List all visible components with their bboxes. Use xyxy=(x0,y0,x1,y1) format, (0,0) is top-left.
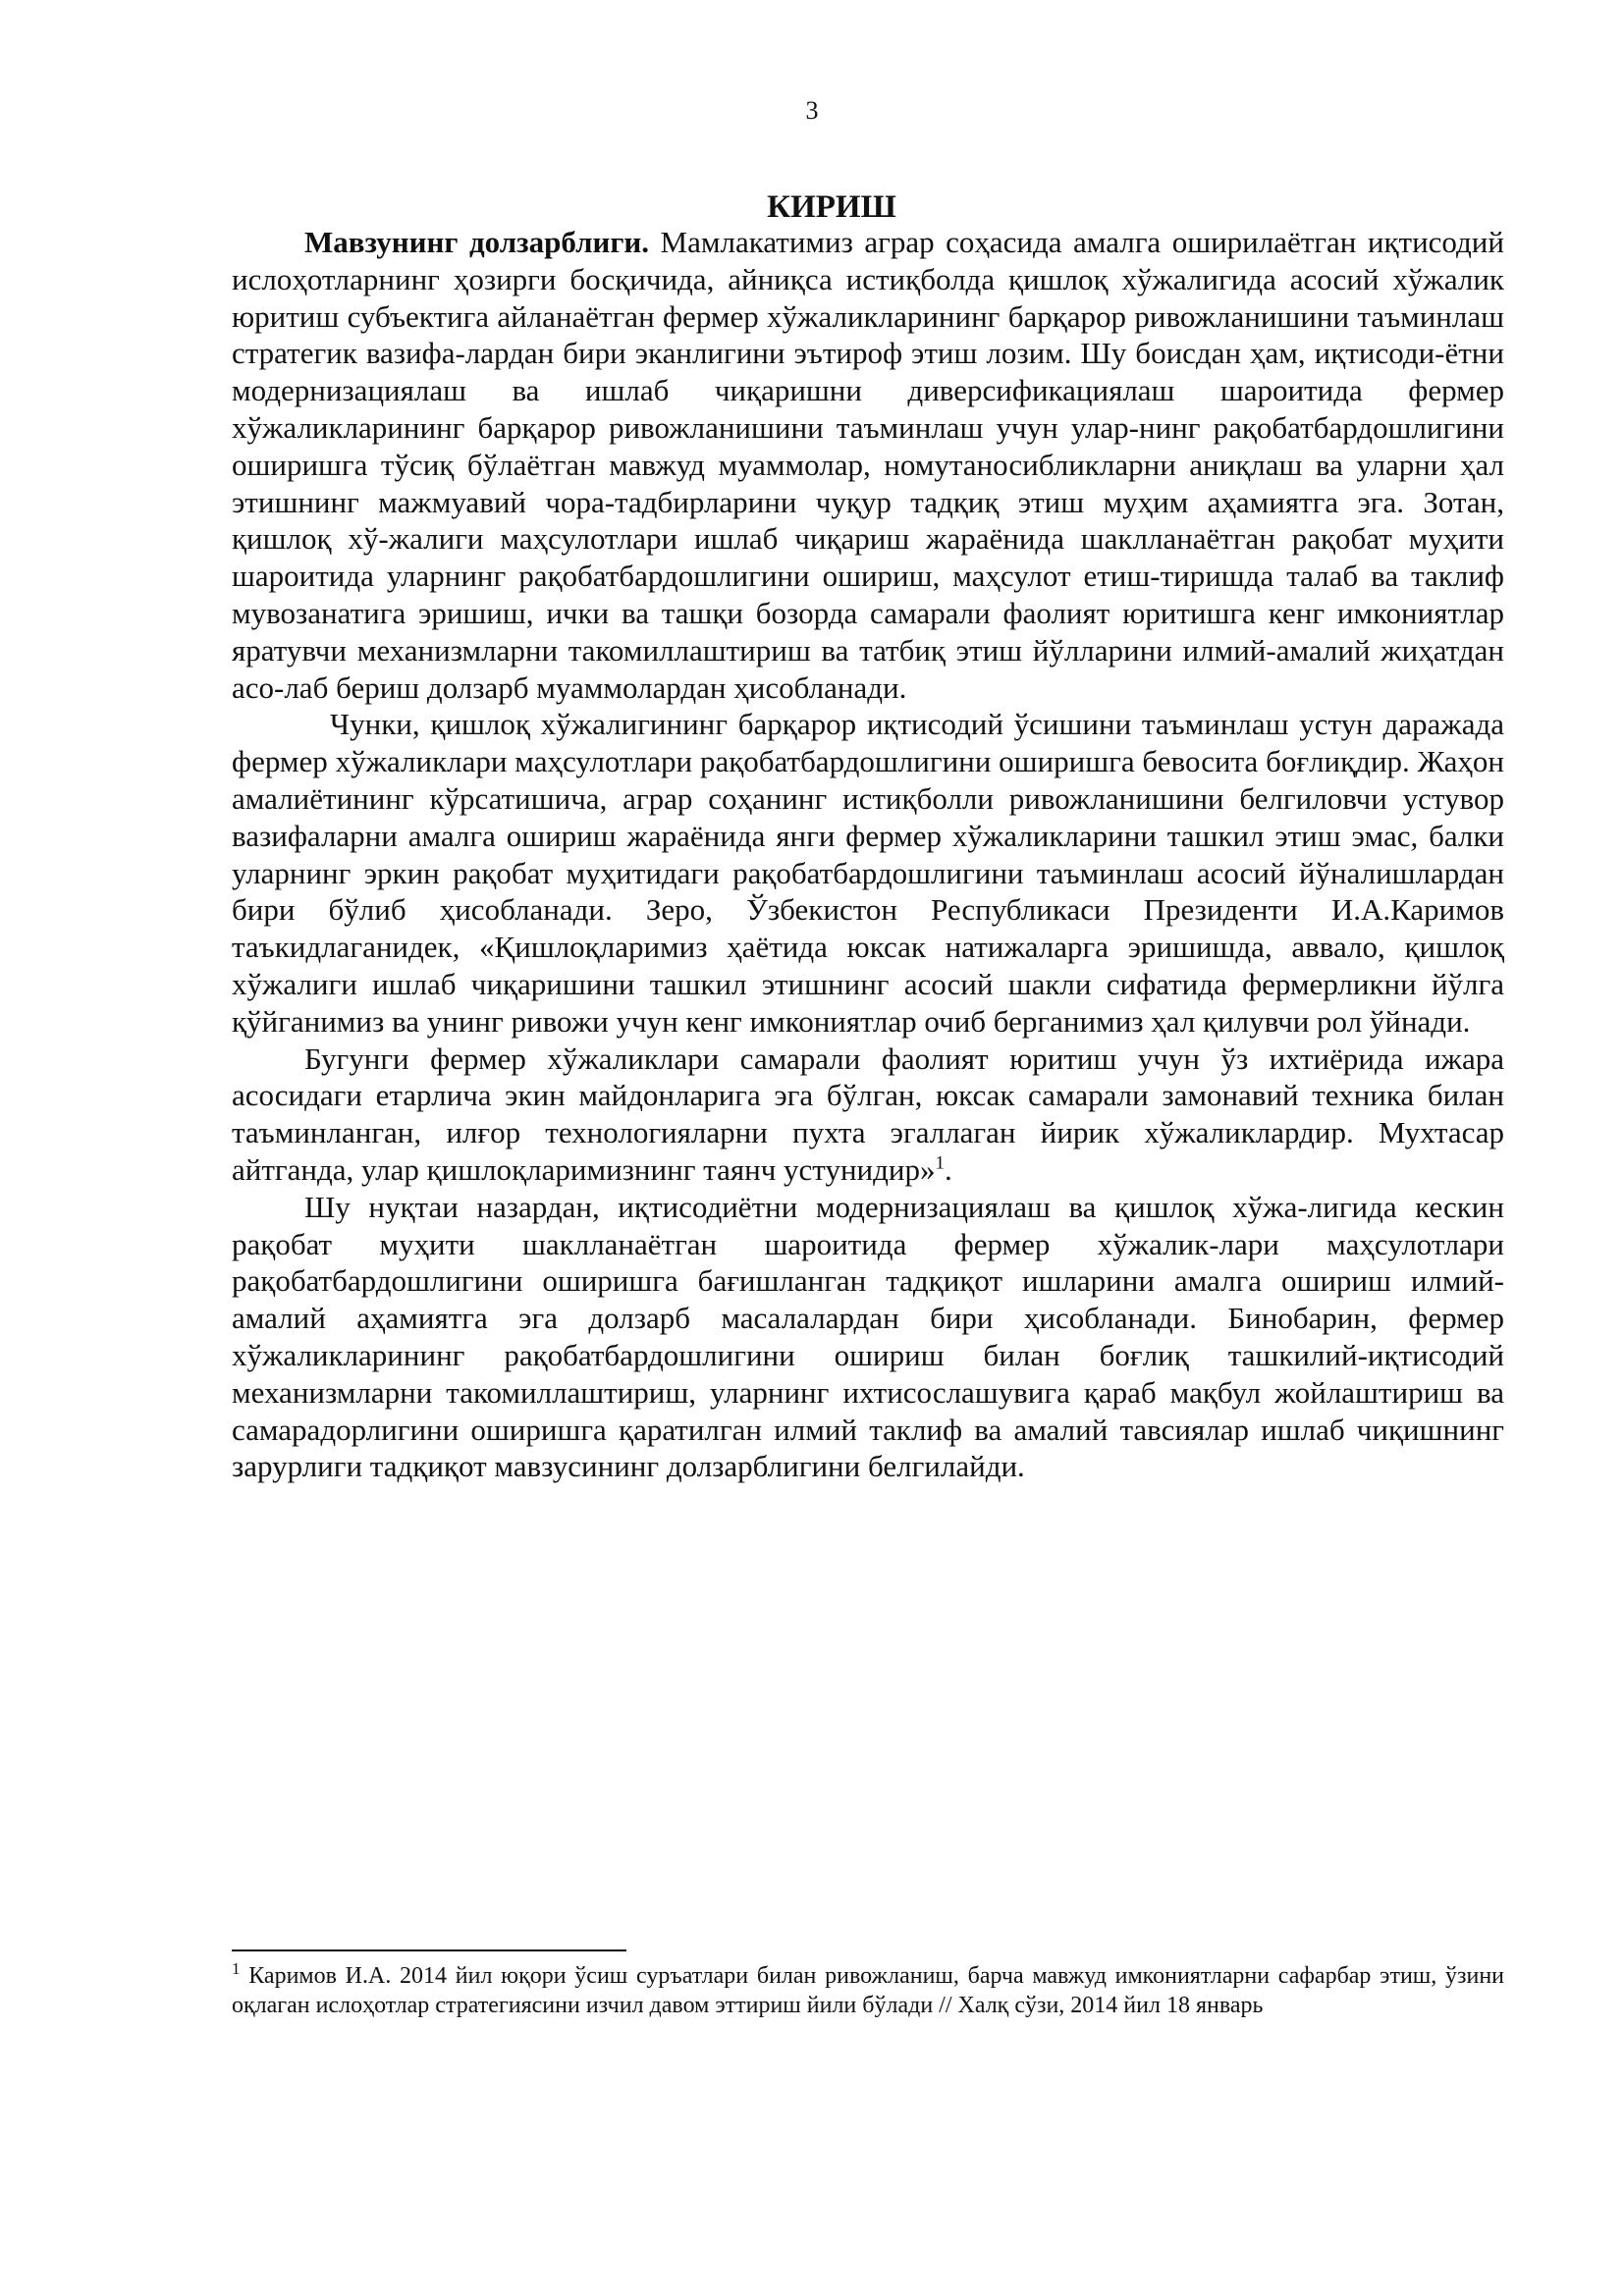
paragraph-lead: Мавзунинг долзарблиги. xyxy=(304,225,650,259)
paragraph xyxy=(232,706,1504,1040)
paragraph-text: Чунки, қишлоқ хўжалигининг барқарор иқтисодий ўсишини таъминлаш устун даражада фермер хўжаликлари маҳсулотлари рақобатбардошлигини оширишга бевосита боғлиқдир. Жаҳон амалиётининг кўрсатишича, аграр соҳанинг истиқболли ривожланишини белгиловчи устувор вазифаларни амалга ошириш жараёнида янги фермер хўжаликларини ташкил этиш эмас, балки уларнинг эркин рақобат муҳитидаги рақобатбардошлигини таъминлаш асосий йўналишлардан бири бўлиб ҳисобланади. Зеро, Ўзбекистон Республикаси Президенти И.А.Каримов таъкидлаганидек, «Қишлоқларимиз ҳаётида юксак натижаларга эришишда, аввало, қишлоқ хўжалиги ишлаб чиқаришини ташкил этишнинг асосий шакли сифатида фермерликни йўлга қўйганимиз ва унинг ривожи учун кенг имкониятлар очиб берганимиз ҳал қилувчи рол ўйнади. xyxy=(232,707,1504,1039)
paragraph-text: Мамлакатимиз аграр соҳасида амалга оширилаётган иқтисодий ислоҳотларнинг ҳозирги босқичида, айниқса истиқболда қишлоқ хўжалигида асосий хўжалик юритиш субъектига айланаётган фермер хўжаликларининг барқарор ривожланишини таъминлаш стратегик вазифа-лардан бири эканлигини эътироф этиш лозим. Шу боисдан ҳам, иқтисоди-ётни модернизациялаш ва ишлаб чиқаришни диверсификациялаш шароитида фермер хўжаликларининг барқарор ривожланишини таъминлаш учун улар-нинг рақобатбардошлигини оширишга тўсиқ бўлаётган мавжуд муаммолар, номутаносибликларни аниқлаш ва уларни ҳал этишнинг мажмуавий чора-тадбирларини чуқур тадқиқ этиш муҳим аҳамиятга эга. Зотан, қишлоқ хў-жалиги маҳсулотлари ишлаб чиқариш жараёнида шаклланаётган рақобат муҳити шароитида уларнинг рақобатбардошлигини ошириш, маҳсулот етиш-тиришда талаб ва таклиф мувозанатига эришиш, ички ва ташқи бозорда самарали фаолият юритишга кенг имкониятлар яратувчи механизмларни такомиллаштириш ва татбиқ этиш йўлларини илмий-амалий жиҳатдан асо-лаб бериш долзарб муаммолардан ҳисобланади. xyxy=(232,225,1504,705)
footnote-marker: 1 xyxy=(232,1959,241,1978)
footnote xyxy=(232,1961,1504,2020)
footnote-text: Каримов И.А. 2014 йил юқори ўсиш суръатлари билан ривожланиш, барча мавжуд имкониятларни сафарбар этиш, ўзини оқлаган ислоҳотлар стратегиясини изчил давом эттириш йили бўлади // Халқ сўзи, 2014 йил 18 январь xyxy=(232,1963,1504,2018)
section-heading: КИРИШ xyxy=(767,189,896,225)
paragraph xyxy=(232,1189,1504,1485)
paragraph-text: Шу нуқтаи назардан, иқтисодиётни модернизациялаш ва қишлоқ хўжа-лигида кескин рақобат муҳити шаклланаётган шароитида фермер хўжалик-лари маҳсулотлари рақобатбардошлигини оширишга бағишланган тадқиқот ишларини амалга ошириш илмий-амалий аҳамиятга эга долзарб масалалардан бири ҳисобланади. Бинобарин, фермер хўжаликларининг рақобатбардошлигини ошириш билан боғлиқ ташкилий-иқтисодий механизмларни такомиллаштириш, уларнинг ихтисослашувига қараб мақбул жойлаштириш ва самарадорлигини оширишга қаратилган илмий таклиф ва амалий тавсиялар ишлаб чиқишнинг зарурлиги тадқиқот мавзусининг долзарблигини белгилайди. xyxy=(232,1189,1504,1484)
paragraph-tail: . xyxy=(944,1151,952,1187)
footnote-reference[interactable]: 1 xyxy=(935,1152,945,1174)
page-number: 3 xyxy=(805,96,819,125)
footnote-separator xyxy=(232,1949,626,1951)
body-text xyxy=(232,224,1504,1485)
paragraph-text: Бугунги фермер хўжаликлари самарали фаолият юритиш учун ўз ихтиёрида ижара асосидаги етарлича экин майдонларига эга бўлган, юксак самарали замонавий техника билан таъминланган, илғор технологияларни пухта эгаллаган йирик хўжаликлардир. Мухтасар айтганда, улар қишлоқларимизнинг таянч устунидир» xyxy=(232,1041,1504,1187)
paragraph-relevance xyxy=(232,224,1504,706)
paragraph xyxy=(232,1041,1504,1189)
